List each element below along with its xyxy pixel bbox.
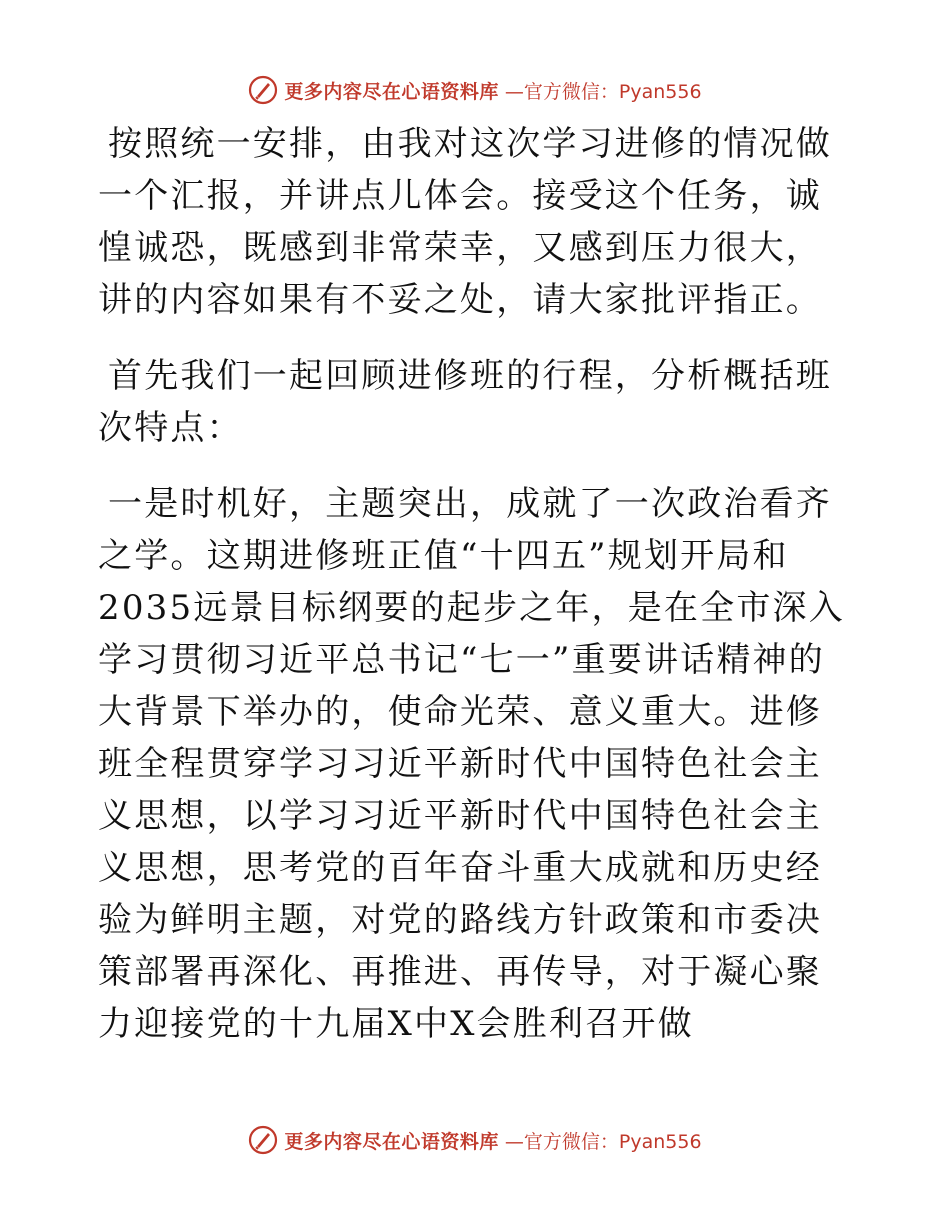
paragraph-intro: 按照统一安排，由我对这次学习进修的情况做一个汇报，并讲点儿体会。接受这个任务，诚惶诚恐，既感到非常荣幸，又感到压力很大，讲的内容如果有不妥之处，请大家批评指正。 <box>98 124 832 320</box>
document-body <box>98 118 858 1108</box>
banner-contact-text: —官方微信：Pyan556 <box>504 1130 702 1153</box>
banner-contact-text: —官方微信：Pyan556 <box>504 80 702 103</box>
footer-banner <box>0 1122 950 1158</box>
header-banner <box>0 72 950 108</box>
quill-seal-icon <box>248 75 278 105</box>
paragraph-review: 首先我们一起回顾进修班的行程，分析概括班次特点： <box>98 356 832 448</box>
banner-brand-text: 更多内容尽在心语资料库 <box>284 80 499 103</box>
banner-brand-text: 更多内容尽在心语资料库 <box>284 1130 499 1153</box>
quill-seal-icon <box>248 1125 278 1155</box>
paragraph-point-one: 一是时机好，主题突出，成就了一次政治看齐之学。这期进修班正值“十四五”规划开局和2035远景目标纲要的起步之年，是在全市深入学习贯彻习近平总书记“七一”重要讲话精神的大背景下举办的，使命光荣、意义重大。进修班全程贯穿学习习近平新时代中国特色社会主义思想，以学习习近平新时代中国特色社会主义思想，思考党的百年奋斗重大成就和历史经验为鲜明主题，对党的路线方针政策和市委决策部署再深化、再推进、再传导，对于凝心聚力迎接党的十九届X中X会胜利召开做 <box>98 484 845 1044</box>
